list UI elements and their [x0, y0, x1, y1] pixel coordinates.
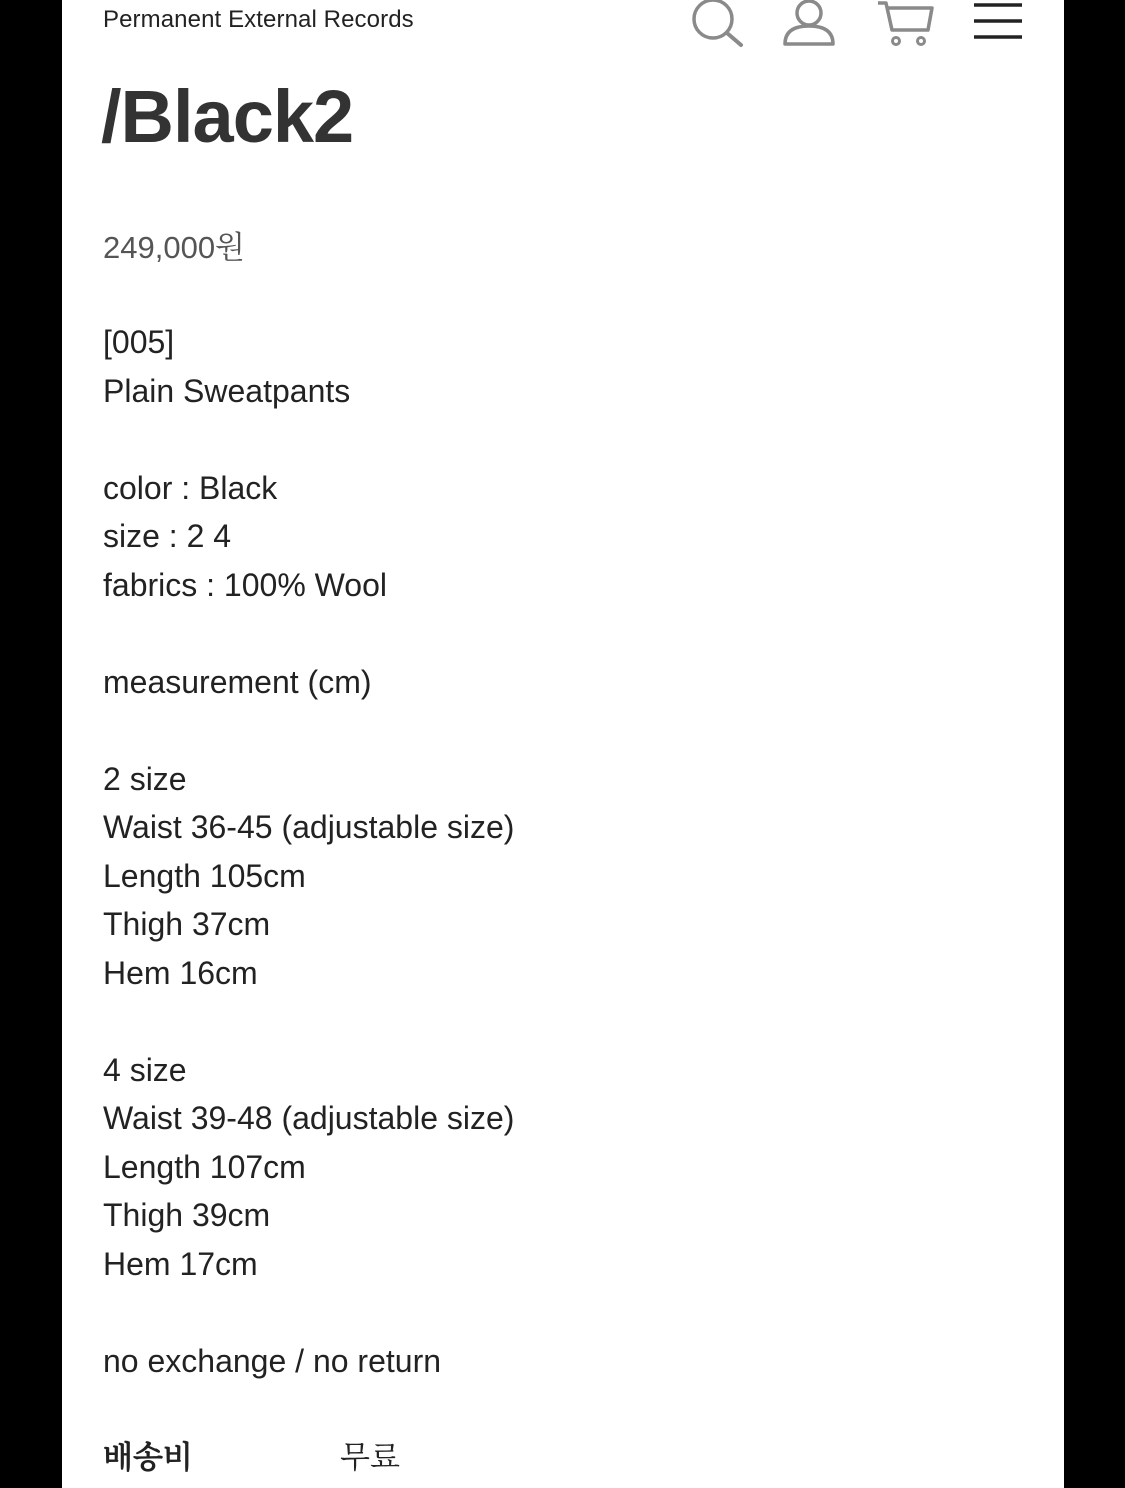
description-line — [103, 609, 514, 658]
description-line: Length 107cm — [103, 1148, 306, 1185]
shipping-row — [103, 1432, 703, 1480]
description-line: Hem 17cm — [103, 1245, 258, 1282]
description-line — [103, 1288, 514, 1337]
description-line — [103, 415, 514, 464]
description-line: Thigh 37cm — [103, 906, 271, 942]
description-line: Waist 39-48 (adjustable size) — [103, 1100, 515, 1136]
product-price: 249,000원 — [103, 230, 246, 265]
description-line: Length 105cm — [103, 857, 306, 894]
description-line: Hem 16cm — [103, 954, 258, 991]
description-line: Plain Sweatpants — [103, 372, 351, 409]
brand-name[interactable]: Permanent External Records — [103, 6, 414, 33]
description-line: 2 size — [103, 760, 187, 797]
product-title: /Black2 — [101, 75, 354, 158]
description-line: fabrics : 100% Wool — [103, 566, 387, 603]
description-line: color : Black — [103, 469, 278, 506]
description-line: no exchange / no return — [103, 1342, 442, 1379]
description-line: 4 size — [103, 1051, 187, 1088]
shipping-value: 무료 — [340, 1440, 400, 1475]
description-line: Waist 36-45 (adjustable size) — [103, 809, 515, 845]
search-icon[interactable] — [690, 0, 746, 48]
header-icons — [62, 0, 1064, 60]
description-line — [103, 706, 514, 755]
user-icon[interactable] — [781, 0, 837, 48]
description-line: measurement (cm) — [103, 663, 372, 700]
menu-icon[interactable] — [972, 0, 1024, 44]
description-line: size : 2 4 — [103, 518, 232, 554]
description-line: Thigh 39cm — [103, 1197, 271, 1233]
description-line — [103, 997, 514, 1046]
product-page — [62, 0, 1064, 1488]
product-description — [103, 318, 514, 1385]
shipping-label: 배송비 — [103, 1440, 193, 1475]
cart-icon[interactable] — [876, 0, 936, 48]
description-line: [005] — [103, 324, 175, 360]
